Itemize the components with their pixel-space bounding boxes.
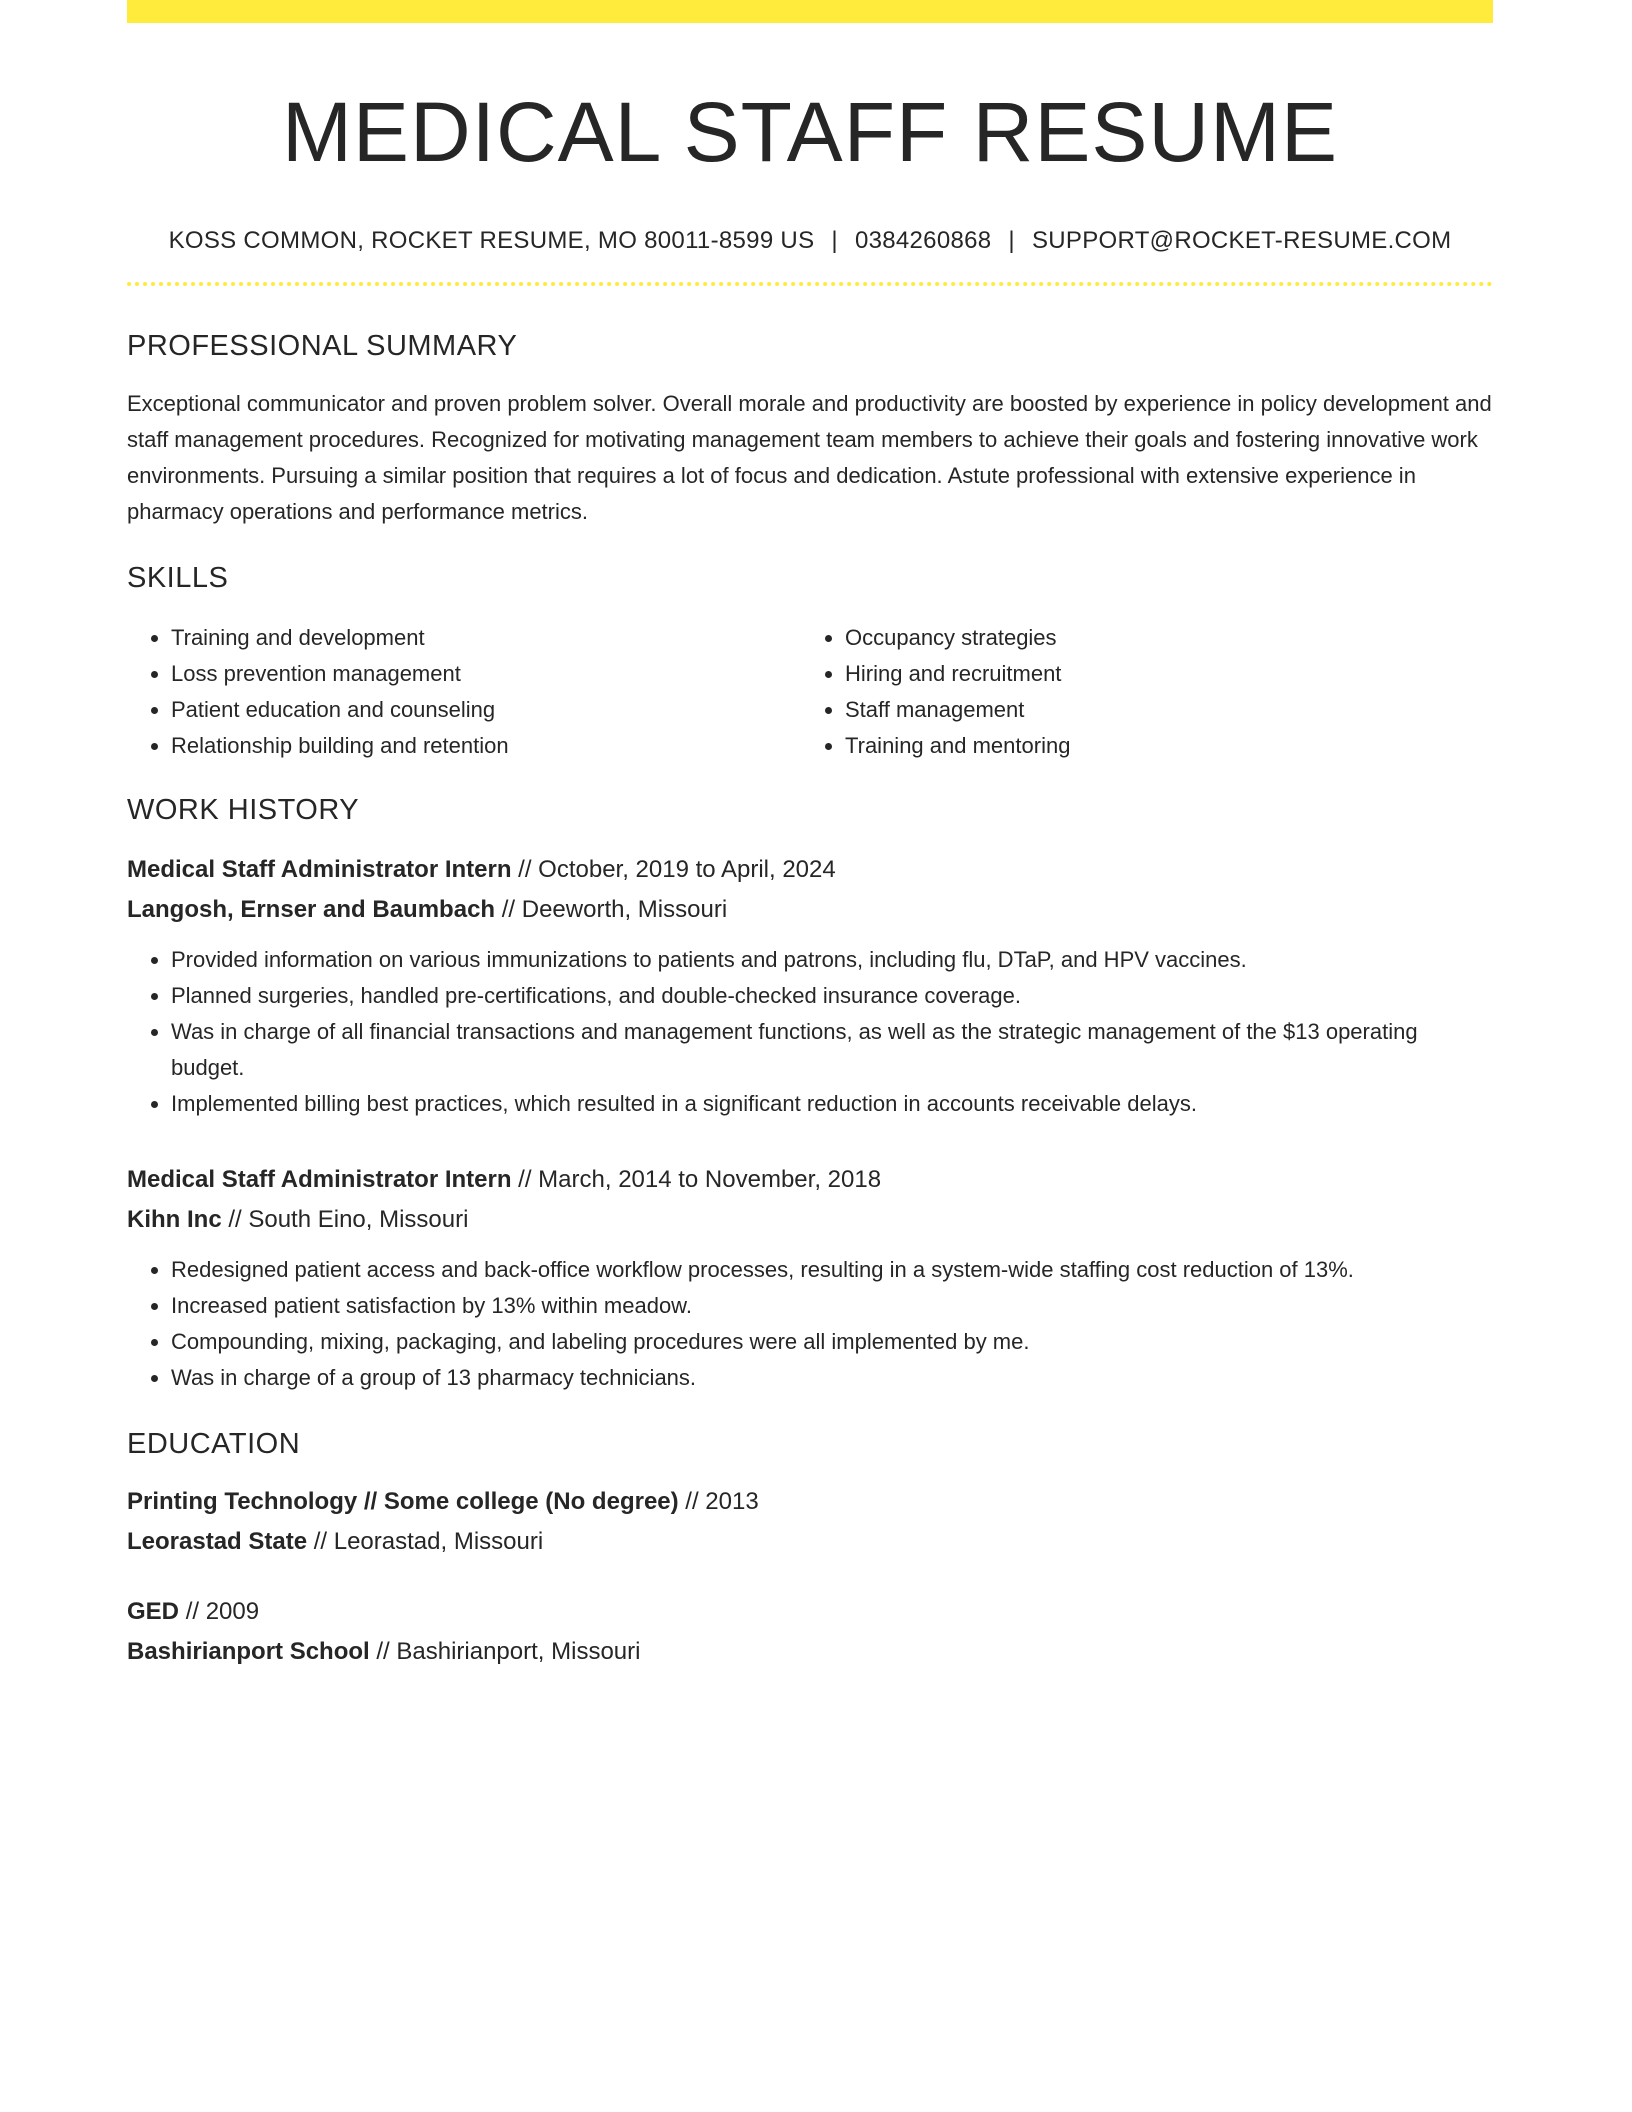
- education-degree-line: [127, 1592, 1493, 1632]
- job-role: Medical Staff Administrator Intern: [127, 856, 512, 883]
- education-degree: Printing Technology // Some college (No degree): [127, 1488, 679, 1515]
- resume-title: MEDICAL STAFF RESUME: [281, 85, 1339, 179]
- education-location: // Leorastad, Missouri: [313, 1528, 544, 1555]
- job-location: // South Eino, Missouri: [228, 1206, 469, 1233]
- job-entry: [127, 850, 1493, 1122]
- education-degree: GED: [127, 1598, 180, 1625]
- education-year: // 2009: [185, 1598, 260, 1625]
- job-bullet: • Compounding, mixing, packaging, and labeling procedures were all implemented by me.: [171, 1324, 1493, 1360]
- resume-page: [127, 0, 1493, 1672]
- contact-separator: |: [1008, 227, 1015, 254]
- skill-item: • Training and development: [171, 620, 801, 656]
- job-dates: // March, 2014 to November, 2018: [518, 1166, 882, 1193]
- education-location: // Bashirianport, Missouri: [376, 1638, 641, 1665]
- skills-grid: [127, 620, 1493, 764]
- contact-separator: |: [831, 227, 838, 254]
- job-bullet: • Planned surgeries, handled pre-certifications, and double-checked insurance coverage.: [171, 978, 1493, 1014]
- job-bullet: • Provided information on various immunizations to patients and patrons, including flu, DTaP, and HPV vaccines.: [171, 942, 1493, 978]
- job-bullet: • Redesigned patient access and back-office workflow processes, resulting in a system-wide staffing cost reduction of 13%.: [171, 1252, 1493, 1288]
- section-title-work-history: WORK HISTORY: [127, 794, 360, 826]
- job-role-line: [127, 1160, 1493, 1200]
- summary-text: Exceptional communicator and proven problem solver. Overall morale and productivity are boosted by experience in policy development and staff management procedures. Recognized for motivating management team members to achieve their goals and fostering innovative work environments. Pursuing a similar position that requires a lot of focus and dedication. Astute professional with extensive experience in pharmacy operations and performance metrics.: [127, 391, 1492, 524]
- skill-item: • Training and mentoring: [845, 728, 1475, 764]
- job-bullets: [127, 942, 1493, 1122]
- job-bullet: • Implemented billing best practices, which resulted in a significant reduction in accounts receivable delays.: [171, 1086, 1493, 1122]
- section-title-education: EDUCATION: [127, 1428, 301, 1460]
- job-company: Langosh, Ernser and Baumbach: [127, 896, 496, 923]
- skill-item: • Loss prevention management: [171, 656, 801, 692]
- job-bullet: • Was in charge of a group of 13 pharmacy technicians.: [171, 1360, 1493, 1396]
- education-entry: [127, 1482, 1493, 1562]
- education-school-line: [127, 1522, 1493, 1562]
- education-year: // 2013: [685, 1488, 759, 1515]
- education-school-line: [127, 1632, 1493, 1672]
- job-company-line: [127, 890, 1493, 930]
- job-role: Medical Staff Administrator Intern: [127, 1166, 512, 1193]
- contact-address: KOSS COMMON, ROCKET RESUME, MO 80011-8599 US: [168, 227, 815, 254]
- job-company-line: [127, 1200, 1493, 1240]
- education-degree-line: [127, 1482, 1493, 1522]
- job-role-line: [127, 850, 1493, 890]
- job-dates: // October, 2019 to April, 2024: [518, 856, 836, 883]
- education-school: Bashirianport School: [127, 1638, 370, 1665]
- education-entry: [127, 1592, 1493, 1672]
- contact-phone: 0384260868: [854, 227, 992, 254]
- contact-email: SUPPORT@ROCKET-RESUME.COM: [1031, 227, 1452, 254]
- education-school: Leorastad State: [127, 1528, 308, 1555]
- skills-column-left: [127, 620, 801, 764]
- skill-item: • Staff management: [845, 692, 1475, 728]
- job-bullet: • Was in charge of all financial transactions and management functions, as well as the strategic management of the $13 operating budget.: [171, 1014, 1493, 1086]
- skill-item: • Relationship building and retention: [171, 728, 801, 764]
- job-bullet: • Increased patient satisfaction by 13% within meadow.: [171, 1288, 1493, 1324]
- section-title-summary: PROFESSIONAL SUMMARY: [127, 330, 518, 362]
- section-title-skills: SKILLS: [127, 562, 229, 594]
- skill-item: • Occupancy strategies: [845, 620, 1475, 656]
- accent-top-bar: [127, 0, 1493, 23]
- dotted-divider: [127, 282, 1493, 286]
- skills-column-right: [801, 620, 1475, 764]
- contact-line: [127, 226, 1493, 256]
- job-bullets: [127, 1252, 1493, 1396]
- skill-item: • Patient education and counseling: [171, 692, 801, 728]
- job-entry: [127, 1160, 1493, 1396]
- job-company: Kihn Inc: [127, 1206, 222, 1233]
- job-location: // Deeworth, Missouri: [501, 896, 728, 923]
- skill-item: • Hiring and recruitment: [845, 656, 1475, 692]
